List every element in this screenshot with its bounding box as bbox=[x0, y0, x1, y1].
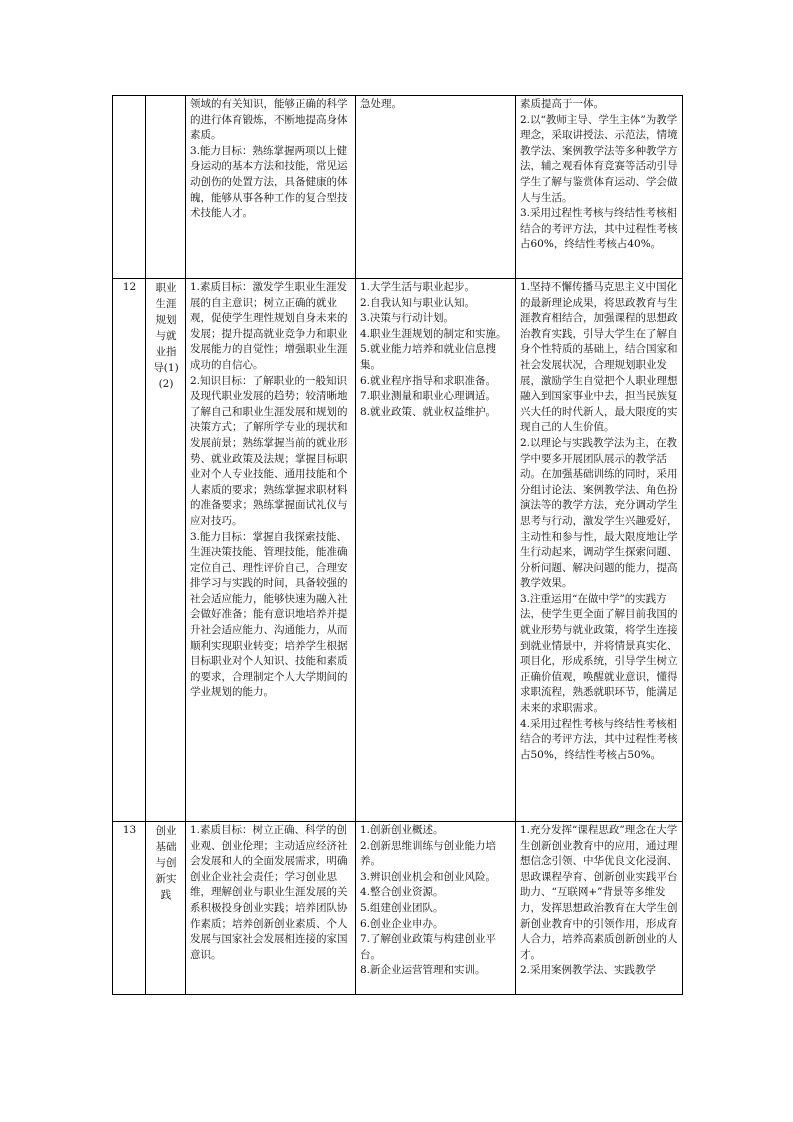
requirement-paragraph: 3.注重运用“在做中学”的实践方法，使学生更全面了解目前我国的就业形势与就业政策，将学生连接到就业情景中，并将情景真实化、项目化，形成系统，引导学生树立正确价值观，唤醒就业意识，懂得求职流程，熟悉就职环节，能满足未来的求职需求。 bbox=[520, 592, 678, 715]
course-name: 创业基础与创新实践 bbox=[146, 822, 186, 995]
goal-paragraph: 领域的有关知识，能够正确的科学的进行体育锻炼，不断地提高身体素质。 bbox=[190, 98, 348, 142]
requirement-paragraph: 4.采用过程性考核与终结性考核相结合的考评方法，其中过程性考核占50%，终结性考核占50%。 bbox=[520, 717, 678, 761]
requirement-paragraph: 素质提高于一体。 bbox=[520, 98, 604, 110]
content-item: 3.辨识创业机会和创业风险。 bbox=[360, 870, 497, 883]
course-table bbox=[112, 95, 683, 995]
content-item: 急处理。 bbox=[360, 98, 402, 110]
requirement-paragraph: 2.以理论与实践教学法为主，在教学中要多开展团队展示的教学活动。在加强基础训练的同时，采用分组讨论法、案例教学法、角色扮演法等的教学方法，充分调动学生思考与行动，激发学生兴趣爱好，主动性和参与性，最大限度地让学生行动起来，调动学生探索问题、分析问题、解决问题的能力，提高教学效果。 bbox=[520, 436, 678, 590]
table-row bbox=[113, 822, 683, 995]
content-item: 5.组建创业团队。 bbox=[360, 901, 444, 914]
content-item: 6.创业企业申办。 bbox=[360, 917, 444, 930]
course-number: 12 bbox=[113, 279, 146, 822]
goal-paragraph: 1.素质目标：树立正确、科学的创业观、创业伦理；主动适应经济社会发展和人的全面发展需求，明确创业企业社会责任；学习创业思维，理解创业与职业生涯发展的关系积极投身创业实践；培养团队协作素质；培养创新创业素质、个人发展与国家社会发展相连接的家国意识。 bbox=[190, 824, 348, 961]
content-item: 2.创新思维训练与创业能力培养。 bbox=[360, 839, 497, 868]
requirement-paragraph: 2.以“教师主导、学生主体”为教学理念，采取讲授法、示范法，情境教学法、案例教学法等多种教学方法，辅之观看体育竞赛等活动引导学生了解与鉴赏体育运动、学会做人与生活。 bbox=[520, 113, 678, 204]
content-item: 8.就业政策、就业权益维护。 bbox=[360, 405, 497, 418]
course-content bbox=[356, 822, 516, 995]
table-row bbox=[113, 96, 683, 279]
goal-paragraph: 2.知识目标：了解职业的一般知识及现代职业发展的趋势；较清晰地了解自己和职业生涯发展和规划的决策方式；了解所学专业的现状和发展前景；熟练掌握当前的就业形势、就业政策及法规；掌握目标职业对个人专业技能、通用技能和个人素质的要求；熟练掌握求职材料的准备要求；熟练掌握面试礼仪与应对技巧。 bbox=[190, 374, 348, 527]
requirement-paragraph: 1.坚持不懈传播马克思主义中国化的最新理论成果，将思政教育与生涯教育相结合，加强课程的思想政治教育实践，引导大学生在了解自身个性特质的基础上，结合国家和社会发展状况，合理规划职业发展，激励学生自觉把个人职业理想融入到国家事业中去，担当民族复兴大任的时代新人，最大限度的实现自己的人生价值。 bbox=[520, 281, 678, 434]
requirement-paragraph: 3.采用过程性考核与终结性考核相结合的考评方法，其中过程性考核占60%，终结性考核占40%。 bbox=[520, 207, 678, 251]
course-goals bbox=[186, 822, 356, 995]
course-name bbox=[146, 96, 186, 279]
course-requirements bbox=[516, 279, 683, 822]
content-item: 7.了解创业政策与构建创业平台。 bbox=[360, 933, 497, 961]
requirement-paragraph: 2.采用案例教学法、实践教学 bbox=[520, 964, 657, 977]
content-item: 6.就业程序指导和求职准备。 bbox=[360, 374, 497, 387]
course-content bbox=[356, 96, 516, 279]
course-requirements bbox=[516, 822, 683, 995]
course-number bbox=[113, 96, 146, 279]
requirement-paragraph: 1.充分发挥“课程思政”理念在大学生创新创业教育中的应用，通过理想信念引领、中华优良文化浸润、思政课程孕育、创新创业实践平台助力、“互联网+”背景等多维发力，发挥思想政治教育在大学生创新创业教育中的引领作用，形成育人合力，培养高素质创新创业的人才。 bbox=[520, 824, 678, 961]
content-item: 2.自我认知与职业认知。 bbox=[360, 296, 476, 309]
content-item: 1.大学生活与职业起步。 bbox=[360, 281, 476, 293]
course-goals bbox=[186, 279, 356, 822]
content-item: 7.职业测量和职业心理调适。 bbox=[360, 390, 497, 403]
course-requirements bbox=[516, 96, 683, 279]
goal-paragraph: 3.能力目标：熟练掌握两项以上健身运动的基本方法和技能，常见运动创伤的处置方法，具备健康的体魄，能够从事各种工作的复合型技术技能人才。 bbox=[190, 144, 348, 220]
table-row bbox=[113, 279, 683, 822]
content-item: 4.职业生涯规划的制定和实施。 bbox=[360, 327, 507, 340]
goal-paragraph: 1.素质目标：激发学生职业生涯发展的自主意识；树立正确的就业观，促使学生理性规划自身未来的发展；提升提高就业竞争力和职业发展能力的自觉性；增强职业生涯成功的自信心。 bbox=[190, 281, 348, 371]
content-item: 1.创新创业概述。 bbox=[360, 824, 444, 836]
course-content bbox=[356, 279, 516, 822]
course-number: 13 bbox=[113, 822, 146, 995]
content-item: 4.整合创业资源。 bbox=[360, 886, 444, 899]
course-name: 职业生涯规划与就业指导(1)(2) bbox=[146, 279, 186, 822]
goal-paragraph: 3.能力目标：掌握自我探索技能、生涯决策技能、管理技能，能准确定位自己、理性评价自己，合理安排学习与实践的时间，具备较强的社会适应能力，能够快速为融入社会做好准备；能有意识地培养并提升社会适应能力、沟通能力，从而顺利实现职业转变；培养学生根据目标职业对个人知识、技能和素质的要求，合理制定个人大学期间的学业规划的能力。 bbox=[190, 530, 348, 699]
content-item: 3.决策与行动计划。 bbox=[360, 312, 455, 325]
content-item: 8.新企业运营管理和实训。 bbox=[360, 964, 486, 977]
course-goals bbox=[186, 96, 356, 279]
content-item: 5.就业能力培养和就业信息搜集。 bbox=[360, 343, 497, 371]
